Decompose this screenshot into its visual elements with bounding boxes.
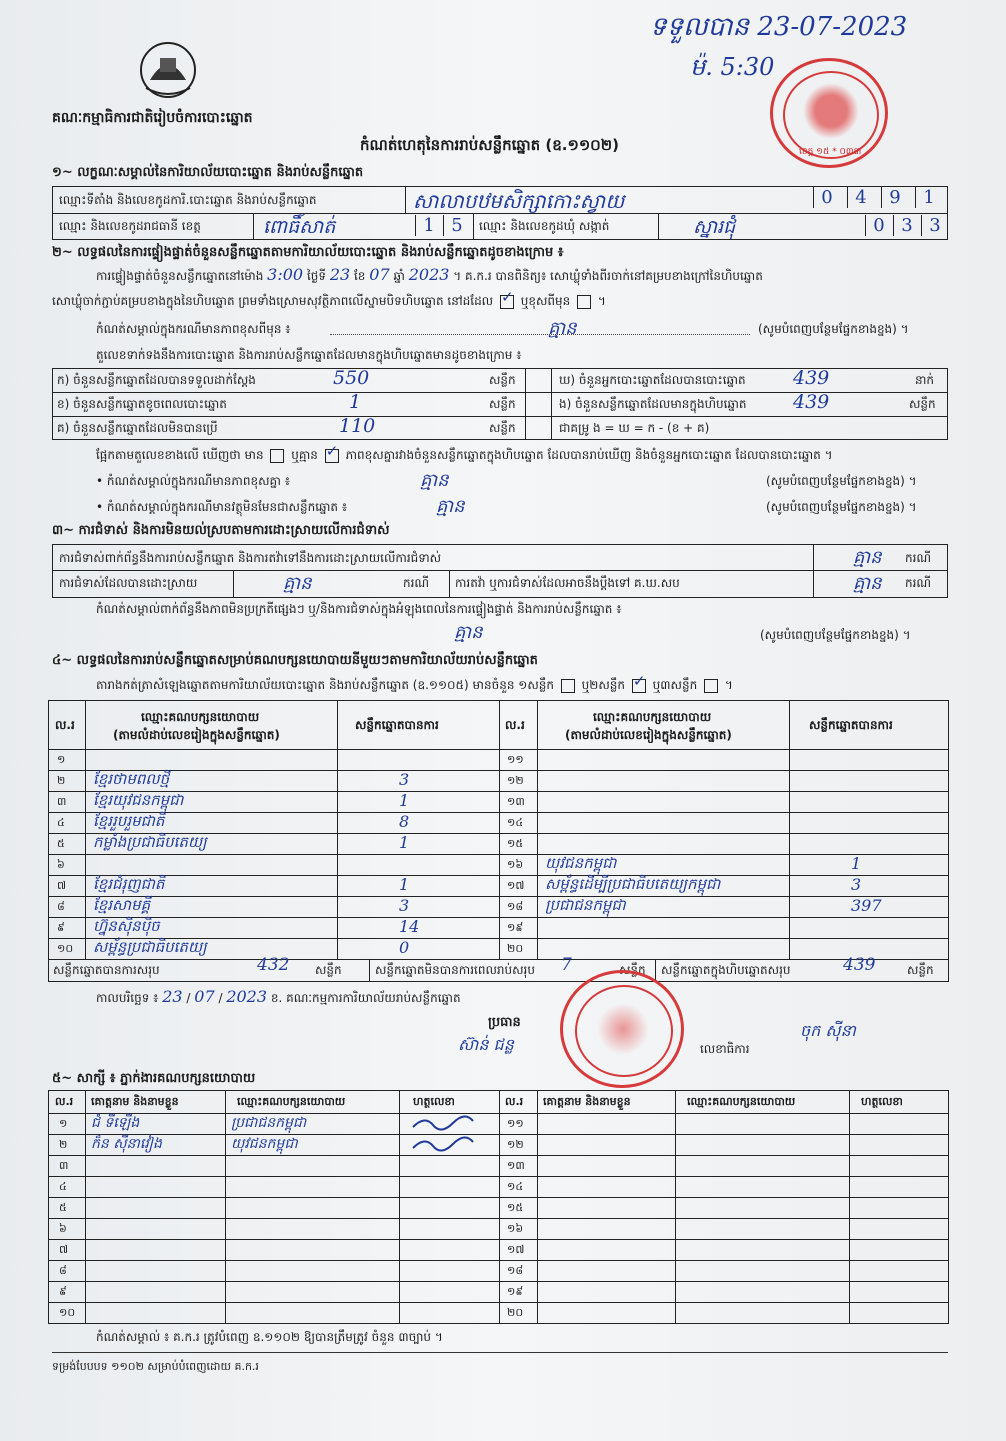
seal-check-line: សោឃ្លុំចាក់ភ្ជាប់គម្របខាងក្នុងនៃហិបឆ្នោត ព្រមទាំងស្រោមសុវត្ថិភាពលើស្នាមបិទហិបឆ្នោត នៅដដែល ✓ ឬខុសពីមុន ។ xyxy=(52,294,606,309)
witness-party: យុវជនកម្ពុជា xyxy=(231,1136,298,1152)
witness-row-number: ១៩ xyxy=(507,1285,524,1298)
result-vote-count: 397 xyxy=(851,896,882,915)
witness-row-number: ១៥ xyxy=(507,1201,524,1214)
result-row-number: ១៨ xyxy=(507,900,524,913)
two-sheet-checkbox[interactable] xyxy=(632,679,646,693)
witness-row-number: ១២ xyxy=(507,1138,524,1151)
witness-row-number: ៤ xyxy=(59,1180,67,1193)
result-party-name: សម្ព័ន្ធដើម្បីប្រជាធិបតេយ្យកម្ពុជា xyxy=(545,875,721,893)
result-vote-count: 1 xyxy=(399,875,410,894)
chair-signature: ស៊ាន់ ជន្ល xyxy=(458,1035,514,1054)
witness-row-number: ៨ xyxy=(59,1264,67,1277)
verify-line: ការផ្ទៀងផ្ទាត់ចំនួនសន្លឹកឆ្នោតនៅម៉ោង 3:00 ថ្ងៃទី 23 ខែ 07 ឆ្នាំ 2023 ។ គ.ក.រ បានពិនិត្យ៖ សោឃ្លុំទាំងពីរចាក់នៅគម្របខាងក្រៅនៃហិបឆ្នោត xyxy=(96,265,763,284)
result-party-name: កម្លាំងប្រជាធិបតេយ្យ xyxy=(93,833,207,851)
result-row-number: ៥ xyxy=(57,837,65,850)
result-row-number: ៧ xyxy=(57,879,67,892)
result-party-name: ខ្មែរជំរុញជាតិ xyxy=(93,875,165,893)
total-in-box: 439 xyxy=(843,955,876,975)
date-line: កាលបរិច្ឆេទ ៖ 23 / 07 / 2023 ខ. គណៈកម្មការការិយាល័យរាប់សន្លឹកឆ្នោត xyxy=(96,987,461,1006)
secretary-signature: ចុក ស៊ីនា xyxy=(800,1021,856,1040)
nec-emblem-logo xyxy=(136,40,200,102)
official-seal-stamp: ខេត្ត ១៥ * ០៣៣ xyxy=(770,58,888,168)
result-party-name: យុវជនកម្ពុជា xyxy=(545,854,617,872)
result-vote-count: 8 xyxy=(399,812,410,831)
result-row-number: ១៩ xyxy=(507,921,524,934)
result-party-name: សម្ព័ន្ធប្រជាធិបតេយ្យ xyxy=(93,938,207,956)
receipt-text: ទទួលបាន 23-07-2023 xyxy=(650,12,908,42)
one-sheet-checkbox[interactable] xyxy=(561,679,575,693)
result-party-name: ប្រជាជនកម្ពុជា xyxy=(545,896,626,914)
witness-signature xyxy=(411,1115,481,1131)
result-row-number: ១៤ xyxy=(507,816,524,829)
witness-row-number: ១៨ xyxy=(507,1264,524,1277)
witness-row-number: ១១ xyxy=(507,1117,524,1130)
witness-table: ល.រ គោត្តនាម និងនាមខ្លួន ឈ្មោះគណបក្សនយោបាយ ហត្ថលេខា ល.រ គោត្តនាម និងនាមខ្លួន ឈ្មោះគណបក្សនយោបាយ ហត្ថលេខា ១ ជំ ទីឡើង ប្រជាជនកម្ពុជា ១១ ២ ក៏ន ស៊ីនាវៀង យុវជនកម្ពុជា ១២ ៣ ១៣ ៤ ១៤ ៥ ១៥ ៦ ១៦ ៧ ១៧ ៨ ១៨ ៩ ១៩ ១០ ២០ xyxy=(48,1090,949,1324)
commune-name: ស្នារជុំ xyxy=(693,216,736,238)
witness-row-number: ៦ xyxy=(59,1222,67,1235)
result-vote-count: 3 xyxy=(399,770,410,789)
result-row-number: ២០ xyxy=(507,942,524,955)
witness-name: ជំ ទីឡើង xyxy=(91,1115,140,1131)
result-row-number: ៦ xyxy=(57,858,65,871)
section3-heading: ៣~ ការជំទាស់ និងការមិនយល់ស្របតាមការដោះស្រាយលើការជំទាស់ xyxy=(52,523,390,538)
result-row-number: ១៦ xyxy=(507,858,524,871)
witness-row-number: ១០ xyxy=(59,1306,76,1319)
witness-row-number: ២០ xyxy=(507,1306,524,1319)
footer-note: កំណត់សម្គាល់ ៖ គ.ក.រ ត្រូវបំពេញ ឧ.១១០២ ឱ្យបានត្រឹមត្រូវ ចំនួន ៣ច្បាប់ ។ xyxy=(96,1330,443,1344)
results-table: ល.រ ឈ្មោះគណបក្សនយោបាយ (តាមលំដាប់លេខរៀងក្នុងសន្លឹកឆ្នោត) សន្លឹកឆ្នោតបានការ ល.រ ឈ្មោះគណបក្សនយោបាយ (តាមលំដាប់លេខរៀងក្នុងសន្លឹកឆ្នោត) សន្លឹកឆ្នោតបានការ ១ ១១ ២ ខ្មែរថាមពលថ្មី 3 ១២ ៣ ខ្មែរយុវជនកម្ពុជា 1 ១៣ ៤ ខ្មែររួបរួមជាតិ 8 ១៤ ៥ កម្លាំងប្រជាធិបតេយ្យ 1 ១៥ ៦ ១៦ យុវជនកម្ពុជា 1 ៧ ខ្មែរជំរុញជាតិ 1 ១៧ សម្ព័ន្ធដើម្បីប្រជាធិបតេយ្យកម្ពុជា 3 ៨ ខ្មែរសាមគ្គី 3 ១៨ ប្រជាជនកម្ពុជា 397 ៩ ហ្វ៊ុនស៊ិនប៉ិច 14 ១៩ ១០ សម្ព័ន្ធប្រជាធិបតេយ្យ 0 ២០ សន្លឹកឆ្នោតបានការសរុប 432 សន្លឹក សន្លឹកឆ្នោតមិនបានការពេលរាប់សរុប 7 សន្លឹក សន្លឹកឆ្នោតក្នុងហិបឆ្នោតសរុប 439 សន្លឹក xyxy=(48,700,949,982)
witness-row-number: ៣ xyxy=(59,1159,69,1172)
diff-note-value: គ្មាន xyxy=(548,318,577,339)
station-name: សាលាបឋមសិក្សាកោះស្វាយ xyxy=(413,189,625,213)
result-row-number: ១១ xyxy=(507,753,524,766)
result-row-number: ១៧ xyxy=(507,879,525,892)
witness-row-number: ៧ xyxy=(59,1243,69,1256)
witness-row-number: ១៦ xyxy=(507,1222,524,1235)
witness-signature xyxy=(411,1136,481,1152)
receipt-time: ម៉. 5:30 xyxy=(690,53,775,81)
result-party-name: ខ្មែរសាមគ្គី xyxy=(93,896,151,914)
witness-row-number: ១៣ xyxy=(507,1159,525,1172)
ballots-unused: 110 xyxy=(339,415,376,437)
result-row-number: ១៥ xyxy=(507,837,524,850)
result-vote-count: 0 xyxy=(399,938,410,957)
result-vote-count: 3 xyxy=(851,875,862,894)
form-title: កំណត់ហេតុនៃការរាប់សន្លឹកឆ្នោត (ឧ.១១០២) xyxy=(360,136,620,154)
witness-name: ក៏ន ស៊ីនាវៀង xyxy=(91,1136,162,1152)
has-diff-checkbox[interactable] xyxy=(270,449,284,463)
section4-heading: ៤~ លទ្ធផលនៃការរាប់សន្លឹកឆ្នោតសម្រាប់គណបក្សនយោបាយនីមួយៗតាមការិយាល័យរាប់សន្លឹកឆ្នោត xyxy=(52,653,538,668)
result-row-number: ៤ xyxy=(57,816,65,829)
witness-row-number: ១ xyxy=(59,1117,68,1130)
total-valid: 432 xyxy=(257,955,290,975)
witness-row-number: ១៤ xyxy=(507,1180,524,1193)
section1-heading: ១~ លក្ខណៈសម្គាល់នៃការិយាល័យបោះឆ្នោត និងរាប់សន្លឹកឆ្នោត xyxy=(52,165,364,180)
witness-row-number: ១៧ xyxy=(507,1243,525,1256)
same-checkbox[interactable] xyxy=(500,295,514,309)
commission-name: គណៈកម្មាធិការជាតិរៀបចំការបោះឆ្នោត xyxy=(52,110,253,126)
result-row-number: ១ xyxy=(57,753,66,766)
form-id: ទម្រង់បែបបទ ១១០២ សម្រាប់បំពេញដោយ គ.ក.រ xyxy=(52,1360,259,1373)
section1-table: ឈ្មោះទីតាំង និងលេខកូដការិ.បោះឆ្នោត និងរាប់សន្លឹកឆ្នោត សាលាបឋមសិក្សាកោះស្វាយ 0 4 9 1 ឈ្មោះ និងលេខកូដរាជធានី ខេត្ត ពោធិ៍សាត់ 1 5 ឈ្មោះ និងលេខកូដឃុំ សង្កាត់ ស្នារជុំ 0 3 3 xyxy=(52,186,948,240)
result-row-number: ៨ xyxy=(57,900,65,913)
three-sheet-checkbox[interactable] xyxy=(704,679,718,693)
voters-count: 439 xyxy=(793,367,830,389)
result-party-name: ខ្មែរយុវជនកម្ពុជា xyxy=(93,791,184,809)
witness-row-number: ៩ xyxy=(59,1285,67,1298)
committee-seal-stamp xyxy=(560,970,684,1088)
result-party-name: ហ្វ៊ុនស៊ិនប៉ិច xyxy=(93,917,160,935)
result-row-number: ៣ xyxy=(57,795,67,808)
witness-row-number: ២ xyxy=(59,1138,68,1151)
result-vote-count: 1 xyxy=(399,833,410,852)
result-row-number: ២ xyxy=(57,774,66,787)
ballots-received: 550 xyxy=(333,367,370,389)
result-party-name: ខ្មែរថាមពលថ្មី xyxy=(93,770,170,788)
section5-heading: ៥~ សាក្សី ៖ ភ្នាក់ងារគណបក្សនយោបាយ xyxy=(52,1071,256,1086)
form-page: ទទួលបាន 23-07-2023 ម៉. 5:30 ខេត្ត ១៥ * ០៣៣ គណៈកម្មាធិការជាតិរៀបចំការបោះឆ្នោត កំណត់ហេតុនៃការរាប់សន្លឹកឆ្នោត (ឧ.១១០២) ១~ លក្ខណៈសម្គាល់នៃការិយាល័យបោះឆ្នោត និងរាប់សន្លឹកឆ្នោត ឈ្មោះទីតាំង និងលេខកូដការិ.បោះឆ្នោត និងរាប់សន្លឹកឆ្នោត សាលាបឋមសិក្សាកោះស្វាយ 0 4 9 1 ឈ្មោះ និងលេខកូដរាជធានី ខេត្ត ពោធិ៍សាត់ 1 5 ឈ្មោះ និងលេខកូដឃុំ សង្កាត់ ស្នារជុំ 0 3 3 ២~ លទ្ធផលនៃការផ្ទៀងផ្ទាត់ចំនួនសន្លឹកឆ្នោតតាមការិយាល័យបោះឆ្នោត និងរាប់សន្លឹកឆ្នោតដូចខាងក្រោម ៖ ការផ្ទៀងផ្ទាត់ចំនួនសន្លឹកឆ្នោតនៅម៉ោង 3:00 ថ្ងៃទី 23 ខែ 07 ឆ្នាំ 2023 ។ គ.ក.រ បានពិនិត្យ៖ សោឃ្លុំទាំងពីរចាក់នៅគម្របខាងក្រៅនៃហិបឆ្នោត សោឃ្លុំចាក់ភ្ជាប់គម្របខាងក្នុងនៃហិបឆ្នោត ព្រមទាំងស្រោមសុវត្ថិភាពលើស្នាមបិទហិបឆ្នោត នៅដដែល ✓ ឬខុសពីមុន ។ កំណត់សម្គាល់ក្នុងករណីមានភាពខុសពីមុន ៖ គ្មាន (សូមបំពេញបន្ថែមផ្នែកខាងខ្នង) ។ តួលេខទាក់ទងនឹងការបោះឆ្នោត និងការរាប់សន្លឹកឆ្នោតដែលមានក្នុងហិបឆ្នោតមានដូចខាងក្រោម ៖ ក) ចំនួនសន្លឹកឆ្នោតដែលបានទទួលដាក់ស្តែង 550 សន្លឹក ខ) ចំនួនសន្លឹកឆ្នោតខូចពេលបោះឆ្នោត 1 សន្លឹក គ) ចំនួនសន្លឹកឆ្នោតដែលមិនបានប្រើ 110 សន្លឹក ឃ) ចំនួនអ្នកបោះឆ្នោតដែលបានបោះឆ្នោត 439 នាក់ ង) ចំនួនសន្លឹកឆ្នោតដែលមានក្នុងហិបឆ្នោត 439 សន្លឹក ជាគម្រូ ង = ឃ = ក - (ខ + គ) ផ្អែកតាមតួលេខខាងលើ ឃើញថា មាន ឬគ្មាន ✓ ភាពខុសគ្នារវាងចំនួនសន្លឹកឆ្នោតក្នុងហិបឆ្នោត ដែលបានរាប់ឃើញ និងចំនួនអ្នកបោះឆ្នោត ដែលបានបោះឆ្នោត ។ • កំណត់សម្គាល់ក្នុងករណីមានភាពខុសគ្នា ៖ គ្មាន (សូមបំពេញបន្ថែមផ្នែកខាងខ្នង) ។ • កំណត់សម្គាល់ក្នុងករណីមានវត្ថុមិនមែនជាសន្លឹកឆ្នោត ៖ គ្មាន (សូមបំពេញបន្ថែមផ្នែកខាងខ្នង) ។ ៣~ ការជំទាស់ និងការមិនយល់ស្របតាមការដោះស្រាយលើការជំទាស់ ការជំទាស់ពាក់ព័ន្ធនឹងការរាប់សន្លឹកឆ្នោត និងការតវ៉ាទៅនឹងការដោះស្រាយលើការជំទាស់ គ្មាន ករណី ការជំទាស់ដែលបានដោះស្រាយ គ្មាន ករណី ការតវ៉ា ឬការជំទាស់ដែលអាចនឹងប្តឹងទៅ គ.ឃ.សប គ្មាន ករណី កំណត់សម្គាល់ពាក់ព័ន្ធនឹងភាពមិនប្រក្រតីផ្សេងៗ ឬ/និងការជំទាស់ក្នុងអំឡុងពេលនៃការផ្ទៀងផ្ទាត់ និងការរាប់សន្លឹកឆ្នោត ៖ គ្មាន (សូមបំពេញបន្ថែមផ្នែកខាងខ្នង) ។ ៤~ លទ្ធផលនៃការរាប់សន្លឹកឆ្នោតសម្រាប់គណបក្សនយោបាយនីមួយៗតាមការិយាល័យរាប់សន្លឹកឆ្នោត តារាងកត់ត្រាសំឡេងឆ្នោតតាមការិយាល័យបោះឆ្នោត និងរាប់សន្លឹកឆ្នោត (ឧ.១១០៥) មានចំនួន ១សន្លឹក ឬ២សន្លឹក ✓ ឬ៣សន្លឹក ។ ល.រ ឈ្មោះគណបក្សនយោបាយ (តាមលំដាប់លេខរៀងក្នុងសន្លឹកឆ្នោត) សន្លឹកឆ្នោតបានការ ល.រ ឈ្មោះគណបក្សនយោបាយ (តាមលំដាប់លេខរៀងក្នុងសន្លឹកឆ្នោត) សន្លឹកឆ្នោតបានការ ១ ១១ ២ ខ្មែរថាមពលថ្មី 3 ១២ ៣ ខ្មែរយុវជនកម្ពុជា 1 ១៣ ៤ ខ្មែររួបរួមជាតិ 8 ១៤ ៥ កម្លាំងប្រជាធិបតេយ្យ 1 ១៥ ៦ ១៦ យុវជនកម្ពុជា 1 ៧ ខ្មែរជំរុញជាតិ 1 ១៧ សម្ព័ន្ធដើម្បីប្រជាធិបតេយ្យកម្ពុជា 3 ៨ ខ្មែរសាមគ្គី 3 ១៨ ប្រជាជនកម្ពុជា 397 ៩ ហ្វ៊ុនស៊ិនប៉ិច 14 ១៩ ១០ សម្ព័ន្ធប្រជាធិបតេយ្យ 0 ២០ សន្លឹកឆ្នោតបានការសរុប 432 សន្លឹក សន្លឹកឆ្នោតមិនបានការពេលរាប់សរុប 7 សន្លឹក សន្លឹកឆ្នោតក្នុងហិបឆ្នោតសរុប 439 សន្លឹក កាលបរិច្ឆេទ ៖ 23 / 07 / 2023 ខ. គណៈកម្មការការិយាល័យរាប់សន្លឹកឆ្នោត ប្រធាន ស៊ាន់ ជន្ល លេខាធិការ ចុក ស៊ីនា ៥~ សាក្សី ៖ ភ្នាក់ងារគណបក្សនយោបាយ ល.រ គោត្តនាម និងនាមខ្លួន ឈ្មោះគណបក្សនយោបាយ ហត្ថលេខា ល.រ គោត្តនាម និងនាមខ្លួន ឈ្មោះគណបក្សនយោបាយ ហត្ថលេខា ១ ជំ ទីឡើង ប្រជាជនកម្ពុជា ១១ ២ ក៏ន ស៊ីនាវៀង យុវជនកម្ពុជា ១២ ៣ ១៣ ៤ ១៤ ៥ ១៥ ៦ ១៦ ៧ ១៧ ៨ ១៨ ៩ ១៩ ១០ ២០ កំណត់សម្គាល់ ៖ គ.ក.រ ត្រូវបំពេញ ឧ.១១០២ ឱ្យបានត្រឹមត្រូវ ចំនួន ៣ច្បាប់ ។ ទម្រង់បែបបទ ១១០២ សម្រាប់បំពេញដោយ គ.ក.រ xyxy=(0,0,1006,1441)
ballot-count-table: ក) ចំនួនសន្លឹកឆ្នោតដែលបានទទួលដាក់ស្តែង 550 សន្លឹក ខ) ចំនួនសន្លឹកឆ្នោតខូចពេលបោះឆ្នោត 1 សន្លឹក គ) ចំនួនសន្លឹកឆ្នោតដែលមិនបានប្រើ 110 សន្លឹក ឃ) ចំនួនអ្នកបោះឆ្នោតដែលបានបោះឆ្នោត 439 នាក់ ង) ចំនួនសន្លឹកឆ្នោតដែលមានក្នុងហិបឆ្នោត 439 សន្លឹក ជាគម្រូ ង = ឃ = ក - (ខ + គ) xyxy=(52,368,948,440)
ballots-in-box: 439 xyxy=(793,391,830,413)
result-vote-count: 3 xyxy=(399,896,410,915)
station-code: 0 4 9 1 xyxy=(811,187,947,213)
difference-check-line: ផ្អែកតាមតួលេខខាងលើ ឃើញថា មាន ឬគ្មាន ✓ ភាពខុសគ្នារវាងចំនួនសន្លឹកឆ្នោតក្នុងហិបឆ្នោត ដែលបានរាប់ឃើញ និងចំនួនអ្នកបោះឆ្នោត ដែលបានបោះឆ្នោត ។ xyxy=(96,448,833,463)
province-name: ពោធិ៍សាត់ xyxy=(263,216,336,238)
different-checkbox[interactable] xyxy=(577,295,591,309)
ballots-spoiled: 1 xyxy=(349,391,362,413)
result-vote-count: 1 xyxy=(851,854,862,873)
result-party-name: ខ្មែររួបរួមជាតិ xyxy=(93,812,165,830)
witness-party: ប្រជាជនកម្ពុជា xyxy=(231,1115,307,1131)
no-diff-checkbox[interactable] xyxy=(325,449,339,463)
result-vote-count: 14 xyxy=(399,917,420,936)
section2-heading: ២~ លទ្ធផលនៃការផ្ទៀងផ្ទាត់ចំនួនសន្លឹកឆ្នោតតាមការិយាល័យបោះឆ្នោត និងរាប់សន្លឹកឆ្នោតដូចខាងក្រោម ៖ xyxy=(52,245,564,260)
result-row-number: ១៣ xyxy=(507,795,525,808)
result-row-number: ១០ xyxy=(57,942,74,955)
result-row-number: ៩ xyxy=(57,921,65,934)
witness-row-number: ៥ xyxy=(59,1201,67,1214)
total-invalid: 7 xyxy=(561,955,572,975)
complaints-table: ការជំទាស់ពាក់ព័ន្ធនឹងការរាប់សន្លឹកឆ្នោត និងការតវ៉ាទៅនឹងការដោះស្រាយលើការជំទាស់ គ្មាន ករណី ការជំទាស់ដែលបានដោះស្រាយ គ្មាន ករណី ការតវ៉ា ឬការជំទាស់ដែលអាចនឹងប្តឹងទៅ គ.ឃ.សប គ្មាន ករណី xyxy=(52,544,948,598)
result-vote-count: 1 xyxy=(399,791,410,810)
result-row-number: ១២ xyxy=(507,774,524,787)
